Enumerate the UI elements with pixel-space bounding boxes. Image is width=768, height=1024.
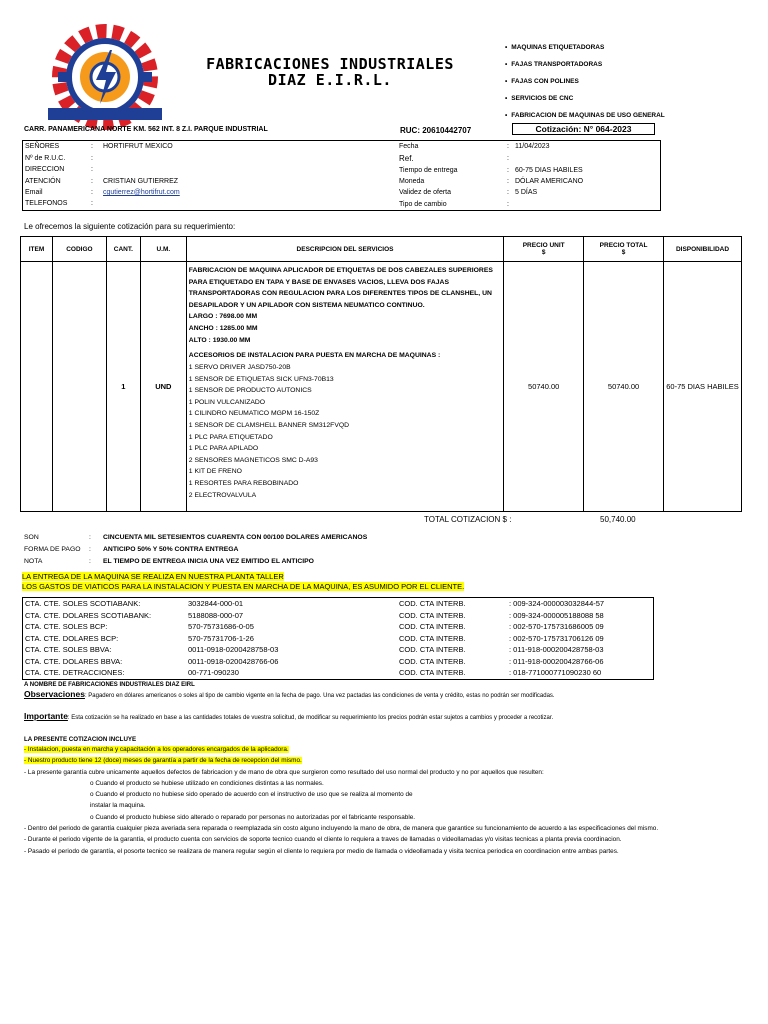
client-info-box xyxy=(22,140,661,211)
bank-name: CTA. CTE. SOLES BCP: xyxy=(25,622,108,631)
accessory-item: 2 SENSORES MAGNETICOS SMC D-A93 xyxy=(188,456,318,464)
client-label-tiempo: Tiempo de entrega xyxy=(399,167,458,174)
client-email-link[interactable]: cgutierrez@hortifrut.com xyxy=(103,189,180,196)
client-label-tipo-cambio: Tipo de cambio xyxy=(399,201,447,208)
colon: : xyxy=(91,155,93,162)
importante-label: Importante xyxy=(24,711,68,721)
bank-cci-label: COD. CTA INTERB. xyxy=(399,622,466,631)
observaciones xyxy=(24,689,654,702)
col-codigo: CODIGO xyxy=(52,237,106,262)
col-precio-total xyxy=(584,237,664,262)
client-validez: 5 DÍAS xyxy=(515,189,538,196)
services-list xyxy=(505,42,665,127)
company-name xyxy=(180,56,480,88)
bank-cci: : 011-918-000200428758-03 xyxy=(509,645,604,654)
colon: : xyxy=(507,155,509,162)
accessory-item: 1 KIT DE FRENO xyxy=(188,468,242,476)
col-precio-unit xyxy=(504,237,584,262)
bank-cci: : 011-918-000200428766-06 xyxy=(509,656,604,666)
bank-name: CTA. CTE. SOLES SCOTIABANK: xyxy=(25,599,141,608)
colon: : xyxy=(91,189,93,196)
cell-descripcion xyxy=(186,262,503,512)
client-label-direccion: DIRECCION xyxy=(25,166,65,173)
delivery-notes xyxy=(22,572,464,592)
colon: : xyxy=(89,546,91,553)
bank-account: 00-771-090230 xyxy=(188,668,239,677)
company-name-line2: DIAZ E.I.R.L. xyxy=(268,71,392,89)
bank-cci: : 018-771000771090230 60 xyxy=(509,668,602,677)
bank-account: 3032844-000-01 xyxy=(188,599,244,608)
client-tiempo-entrega: 60-75 DIAS HABILES xyxy=(515,167,583,174)
col-cant: CANT. xyxy=(106,237,140,262)
bank-account: 570-75731706-1-26 xyxy=(188,633,254,643)
dimension-alto: ALTO : 1930.00 MM xyxy=(188,337,251,344)
client-label-ref: Ref. xyxy=(399,154,414,163)
bank-name: CTA. CTE. DOLARES SCOTIABANK: xyxy=(25,610,152,620)
col-disponibilidad: DISPONIBILIDAD xyxy=(664,237,742,262)
term-label: SON xyxy=(24,534,39,541)
client-label-ruc: Nº de R.U.C. xyxy=(25,155,66,162)
col-precio-unit-currency: $ xyxy=(541,249,546,256)
accessory-item: 1 SENSOR DE CLAMSHELL BANNER SM312FVQD xyxy=(188,421,350,429)
colon: : xyxy=(507,178,509,185)
bank-cci: : 002-570-175731686005 09 xyxy=(509,622,604,631)
bank-account: 5188088-000-07 xyxy=(188,610,244,620)
bank-owner-note: A NOMBRE DE FABRICACIONES INDUSTRIALES DIAZ EIRL xyxy=(24,682,195,688)
term-forma-pago xyxy=(24,546,238,553)
accessory-item: 1 SENSOR DE ETIQUETAS SICK UFN3-70B13 xyxy=(188,375,334,383)
client-atencion: CRISTIAN GUTIERREZ xyxy=(103,178,179,185)
colon: : xyxy=(507,167,509,174)
colon: : xyxy=(89,558,91,565)
importante-text: : Esta cotización se ha realizado en base a las cantidades totales de vuestra solicitud, de modificar su requerimiento los precios podrán estar sujetos a cambios y proceder a recotizar. xyxy=(67,715,554,721)
bank-name: CTA. CTE. DETRACCIONES: xyxy=(25,668,125,677)
accessory-item: 1 PLC PARA APILADO xyxy=(188,445,259,453)
term-label: FORMA DE PAGO xyxy=(24,546,81,553)
client-label-senores: SEÑORES xyxy=(25,143,60,150)
term-nota xyxy=(24,558,314,565)
col-um: U.M. xyxy=(140,237,186,262)
bank-cci: : 009-324-000003032844-57 xyxy=(509,599,605,608)
colon: : xyxy=(507,189,509,196)
includes-title: LA PRESENTE COTIZACION INCLUYE xyxy=(24,736,137,743)
cell-precio-unit: 50740.00 xyxy=(504,262,584,512)
client-label-validez: Validez de oferta xyxy=(399,189,452,196)
accessory-item: 1 POLIN VULCANIZADO xyxy=(188,398,266,406)
colon: : xyxy=(507,201,509,208)
bank-name: CTA. CTE. SOLES BBVA: xyxy=(25,645,112,654)
include-item: - Instalacion, puesta en marcha y capacitación a los operadores encargados de la aplicadora. xyxy=(24,746,289,753)
term-label: NOTA xyxy=(24,558,43,565)
accessory-item: 1 PLC PARA ETIQUETADO xyxy=(188,433,273,441)
description-title: FABRICACION DE MAQUINA APLICADOR DE ETIQUETAS DE DOS CABEZALES SUPERIORES PARA ETIQUETADO EN TAPA Y BASE DE ENVASES VACIOS, LLEVA DOS FAJAS TRANSPORTADORAS CON REGULACION PARA LOS DIFERENTES TIPOS DE CLANSHEL, UN DESAPILADOR Y UN APILADOR CON SISTEMA NEUMATICO CONTINUO. xyxy=(188,267,493,309)
service-item: • FAJAS TRANSPORTADORAS xyxy=(505,59,665,76)
table-header-row xyxy=(21,237,742,262)
note-highlight: LOS GASTOS DE VIATICOS PARA LA INSTALACION Y PUESTA EN MARCHA DE LA MAQUINA, ES ASUMIDO POR EL CLIENTE. xyxy=(22,582,465,591)
colon: : xyxy=(91,143,93,150)
bank-cci-label: COD. CTA INTERB. xyxy=(399,599,466,608)
cell-precio-total: 50740.00 xyxy=(584,262,664,512)
total-label: TOTAL COTIZACION $ : xyxy=(424,515,512,524)
service-item: • FABRICACION DE MAQUINAS DE USO GENERAL xyxy=(505,110,665,127)
include-item: - Dentro del periodo de garantía cualquier pieza averiada sera reparada o reemplazada sin costo alguno incluyendo la mano de obra, de manera que garantice su funcionamiento de acuerdo a las especificaciones del mismo. xyxy=(24,825,659,833)
client-label-atencion: ATENCIÓN xyxy=(25,178,61,185)
col-item: ITEM xyxy=(21,237,53,262)
client-label-email: Email xyxy=(25,189,43,196)
client-label-fecha: Fecha xyxy=(399,143,419,150)
col-descripcion: DESCRIPCION DEL SERVICIOS xyxy=(186,237,503,262)
bank-cci-label: COD. CTA INTERB. xyxy=(399,645,466,654)
include-item: - La presente garantía cubre unicamente aquellos defectos de fabricacion y de mano de obra que surgieron como resultado del uso normal del producto y no por aquellos que resulten: xyxy=(24,768,544,776)
note-highlight: LA ENTREGA DE LA MAQUINA SE REALIZA EN NUESTRA PLANTA TALLER xyxy=(22,572,284,581)
client-senores: HORTIFRUT MEXICO xyxy=(103,143,173,150)
gear-logo-icon xyxy=(48,31,162,123)
include-subitem: o Cuando el producto se hubiese utilizado en condiciones distintas a las normales. xyxy=(90,779,324,787)
colon: : xyxy=(89,534,91,541)
include-item: - Nuestro producto tiene 12 (doce) meses de garantía a partir de la fecha de recepcion del mismo. xyxy=(24,757,302,765)
dimension-ancho: ANCHO : 1285.00 MM xyxy=(188,325,258,332)
client-fecha: 11/04/2023 xyxy=(515,143,550,150)
accessories-title: ACCESORIOS DE INSTALACION PARA PUESTA EN MARCHA DE MAQUINAS : xyxy=(188,352,441,359)
cell-item xyxy=(21,262,53,512)
importante xyxy=(24,711,654,724)
observaciones-label: Observaciones xyxy=(24,689,85,699)
service-item: • FAJAS CON POLINES xyxy=(505,76,665,93)
dimension-largo: LARGO : 7698.00 MM xyxy=(188,313,258,320)
bank-account: 570-75731686-0-05 xyxy=(188,622,254,631)
bank-cci-label: COD. CTA INTERB. xyxy=(399,668,466,677)
company-logo xyxy=(40,22,170,132)
col-precio-unit-label: PRECIO UNIT xyxy=(522,242,565,249)
company-address: CARR. PANAMERICANA NORTE KM. 562 INT. 8 Z.I. PARQUE INDUSTRIAL xyxy=(24,126,268,133)
bank-cci: : 009-324-000005188088 58 xyxy=(509,610,604,620)
client-label-telefonos: TELEFONOS xyxy=(25,200,68,207)
bank-account: 0011-0918-0200428766-06 xyxy=(188,656,279,666)
company-ruc: RUC: 20610442707 xyxy=(400,126,472,135)
accessory-item: 1 SERVO DRIVER JASD750-20B xyxy=(188,364,291,371)
term-son xyxy=(24,534,367,541)
colon: : xyxy=(91,178,93,185)
colon: : xyxy=(91,200,93,207)
bank-account: 0011-0918-0200428758-03 xyxy=(188,645,279,654)
bank-name: CTA. CTE. DOLARES BCP: xyxy=(25,633,119,643)
quotation-table xyxy=(20,236,742,512)
cell-disponibilidad: 60-75 DIAS HABILES xyxy=(664,262,742,512)
service-item: • SERVICIOS DE CNC xyxy=(505,93,665,110)
company-name-line1: FABRICACIONES INDUSTRIALES xyxy=(206,55,454,73)
include-item: - Pasado el periodo de garantía, el posorte tecnico se realizara de manera regular según el cliente lo requiera por medio de llamada o videollamada y visita tecnica periodica en coordinacion entre ambas partes. xyxy=(24,847,619,855)
accessory-item: 1 CILINDRO NEUMATICO MGPM 16-150Z xyxy=(188,410,320,418)
client-moneda: DÓLAR AMERICANO xyxy=(515,178,584,185)
bank-cci-label: COD. CTA INTERB. xyxy=(399,610,466,620)
bank-cci-label: COD. CTA INTERB. xyxy=(399,656,466,666)
col-precio-total-currency: $ xyxy=(621,249,626,256)
col-precio-total-label: PRECIO TOTAL xyxy=(599,242,648,249)
includes-list xyxy=(24,744,664,857)
observaciones-text: : Pagadero en dólares americanos o soles al tipo de cambio vigente en la fecha de pago. Una vez pactadas las condiciones de venta y crédito, estas no podrán ser modificadas. xyxy=(84,693,555,699)
accessory-item: 1 SENSOR DE PRODUCTO AUTONICS xyxy=(188,387,312,395)
colon: : xyxy=(507,143,509,150)
term-value: CINCUENTA MIL SETESIENTOS CUARENTA CON 00/100 DOLARES AMERICANOS xyxy=(103,534,368,541)
cell-cant: 1 xyxy=(106,262,140,512)
bank-name: CTA. CTE. DOLARES BBVA: xyxy=(25,656,123,666)
quote-number: Cotización: N° 064-2023 xyxy=(512,123,655,135)
bank-cci-label: COD. CTA INTERB. xyxy=(399,633,466,643)
term-value: EL TIEMPO DE ENTREGA INICIA UNA VEZ EMITIDO EL ANTICIPO xyxy=(103,558,314,565)
total-value: 50,740.00 xyxy=(600,515,636,524)
bank-cci: : 002-570-175731706126 09 xyxy=(509,633,604,643)
include-subitem: o Cuando el producto hubiese sido alterado o reparado por personas no autorizadas por el fabricante responsable. xyxy=(90,813,416,821)
table-row xyxy=(21,262,742,512)
intro-text: Le ofrecemos la siguiente cotización para su requerimiento: xyxy=(24,222,236,231)
cell-codigo xyxy=(52,262,106,512)
colon: : xyxy=(91,166,93,173)
accessory-item: 1 RESORTES PARA REBOBINADO xyxy=(188,479,299,487)
client-label-moneda: Moneda xyxy=(399,178,425,185)
cell-um: UND xyxy=(140,262,186,512)
include-subitem: o Cuando el producto no hubiese sido operado de acuerdo con el instructivo de uso que se realiza al momento de instalar la maquina. xyxy=(90,791,413,810)
term-value: ANTICIPO 50% Y 50% CONTRA ENTREGA xyxy=(103,546,239,553)
accessory-item: 2 ELECTROVALVULA xyxy=(188,491,257,499)
service-item: • MAQUINAS ETIQUETADORAS xyxy=(505,42,665,59)
include-item: - Durante el periodo vigente de la garantía, el producto cuenta con servicios de soporte tecnico cuando el cliente lo requiera a traves de llamadas o videollamadas y/o visitas tecnicas a planta previa coordinacion. xyxy=(24,836,622,844)
bank-accounts-box xyxy=(22,597,654,680)
